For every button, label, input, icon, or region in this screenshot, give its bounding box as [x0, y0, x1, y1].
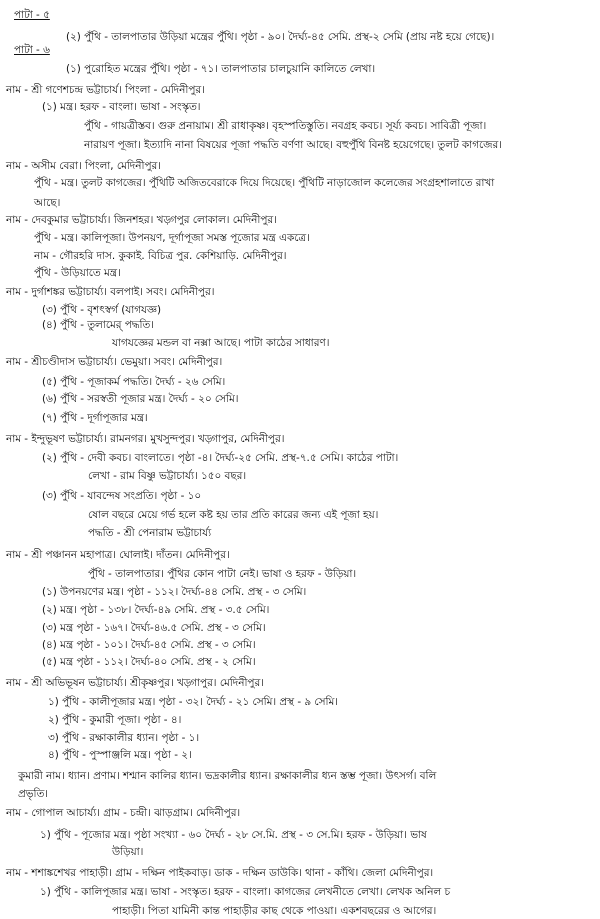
text-line: ৪) পুঁথি - পুস্পাঞ্জলি মন্ত্র। পৃষ্ঠা - ২।: [48, 749, 192, 761]
text-line: (৪) মন্ত্র পৃষ্ঠা - ১০১। দৈর্ঘ্য-৪৫ সেমি. প্রস্থ - ৩ সেমি।: [42, 639, 256, 651]
text-line: নাম - শশাঙ্কশেখর পাহাড়ী। গ্রাম - দক্ষিন পাইকবাড়। ডাক - দক্ষিন ডাউকি। থানা - কাঁথি। জেলা মেদিনীপুর।: [6, 867, 434, 879]
text-line: (৭) পুঁথি - দূর্গাপূজার মন্ত্র।: [42, 412, 148, 424]
text-line: আছে।: [34, 197, 61, 209]
text-line: (৫) পুঁথি - পূজাকর্ম পদ্ধতি। দৈর্ঘ্য - ২৬ সেমি।: [42, 376, 226, 388]
text-line: প্রভৃতি।: [18, 788, 48, 800]
text-line: পুঁথি - মন্ত্র। তুলট কাগজের। পুঁথিটি অজিতবেরাকে দিয়ে দিয়েছে। পুঁথিটি নাড়াজোল কলেজের সংগ্রহশালাতে রাখা: [34, 177, 495, 189]
text-line: নাম - শ্রী অভিভূষন ভট্টাচার্য্য। শ্রীকৃষ্ণপুর। খড়্গাপুর। মেদিনীপুর।: [6, 677, 264, 689]
text-line: ৩) পুঁথি - রক্ষাকালীর ধ্যান। পৃষ্ঠা - ১।: [48, 732, 200, 744]
text-line: লেখা - রাম বিষ্ণু ভট্টাচার্য্য। ১৫০ বছর।: [88, 470, 247, 482]
section-heading: পাটা - ৬: [14, 44, 50, 56]
text-line: (২) পুঁথি - দেবী কবচ। বাংলাতে। পৃষ্ঠা -৪। দৈর্ঘ্য-২৫ সেমি. প্রস্থ-৭.৫ সেমি। কাঠের পাটা।: [42, 452, 399, 464]
text-line: পাহাড়ী। পিতা যামিনী কান্ত পাহাড়ীর কাছ থেকে পাওয়া। একশবছরের ও আগের।: [112, 905, 437, 917]
text-line: নাম - গৌরহরি দাস. কুকাই. বিচিত্র পুর. কেশিয়াড়ি. মেদিনীপুর।: [34, 250, 287, 262]
text-line: ১) পুঁথি - কালীপূজার মন্ত্র। পৃষ্ঠা - ৩২। দৈর্ঘ্য - ২১ সেমি। প্রস্থ - ৯ সেমি।: [48, 696, 338, 708]
text-line: নাম - দুর্গাশঙ্কর ভট্টাচার্য্য। বলপাই। সবং। মেদিনীপুর।: [6, 286, 215, 298]
text-line: (১) মন্ত্র। হরফ - বাংলা। ভাষা - সংস্কৃত।: [42, 101, 201, 113]
text-line: (৫) মন্ত্র পৃষ্ঠা - ১১২। দৈর্ঘ্য-৪০ সেমি. প্রস্থ - ২ সেমি।: [42, 656, 256, 668]
text-line: নাম - শ্রী গণেশচন্দ্র ভট্টাচার্য। পিংলা - মেদিনীপুর।: [6, 84, 205, 96]
text-line: ১) পুঁথি - কালিপূজার মন্ত্র। ভাষা - সংস্কৃত। হরফ - বাংলা। কাগজের লেখনীতে লেখা। লেখক অনিল চ: [40, 886, 451, 898]
text-line: পুঁথি - উড়িয়াতে মন্ত্র।: [34, 267, 121, 279]
text-line: (১) পুরোহিত মন্ত্রের পুঁথি। পৃষ্ঠা - ৭১। তালপাতার চালচুয়ানি কালিতে লেখা।: [66, 63, 376, 75]
text-line: নাম - শ্রীচণ্ডীদাস ভট্টাচার্য্য। ভেমুয়া। সবং। মেদিনীপুর।: [6, 356, 223, 368]
text-line: (৩) পুঁথি - যাবন্দেষ সংপ্রতি। পৃষ্ঠা - ১০: [42, 490, 202, 502]
text-line: (১) উপনয়ণের মন্ত্র। পৃষ্ঠা - ১১২। দৈর্ঘ্য-৪৪ সেমি. প্রস্থ - ৩ সেমি।: [42, 586, 307, 598]
text-line: পদ্ধতি - শ্রী পেনারাম ভট্টাচার্য্য: [88, 527, 212, 539]
text-line: নারায়ণ পূজা। ইত্যাদি নানা বিষয়ের পূজা পদ্ধতি বর্ণণা আছে। বহুপুঁথি বিনষ্ট হয়েগেছে। তুলট কাগজের।: [84, 139, 502, 151]
text-line: (৪) পুঁথি - তুলামের্ পদ্ধতি।: [42, 319, 154, 331]
text-line: নাম - দেবকুমার ভট্টাচার্য্য। জিনশহর। খড়্গপুর লোকাল। মেদিনীপুর।: [6, 214, 277, 226]
text-line: পুঁথি - গায়ত্রীস্তব। গুরু প্রনায়াম। শ্রী রাধাকৃষ্ণ। বৃহস্পতিস্তুতি। নবগ্রহ কবচ। সূর্য্য কবচ। সাবিত্রী পূজা।: [84, 120, 487, 132]
text-line: যাগযজ্ঞের মন্ডল বা নক্সা আছে। পাটা কাঠের সাধারণ।: [112, 337, 330, 349]
text-line: (২) মন্ত্র। পৃষ্ঠা - ১৩৮। দৈর্ঘ্য-৪৯ সেমি. প্রস্থ - ৩.৫ সেমি।: [42, 604, 270, 616]
text-line: উড়িয়া।: [112, 846, 144, 858]
text-line: ষোল বছরে মেয়ে গর্ভ হলে কষ্ট হয় তার প্রতি কারের জন্য এই পূজা হয়।: [88, 509, 379, 521]
text-line: নাম - শ্রী পঞ্চানন মহাপাত্র। ঘোলাই। দাঁতন। মেদিনীপুর।: [6, 549, 230, 561]
text-line: পুঁথি - তালপাতার। পুঁথির কোন পাটা নেই। ভাষা ও হরফ - উড়িয়া।: [88, 568, 357, 580]
text-line: ২) পুঁথি - কুমারী পূজা। পৃষ্ঠা - ৪।: [48, 714, 182, 726]
text-line: কুমারী নাম। ধ্যান। প্রণাম। শশ্মান কালির ধ্যান। ভদ্রকালীর ধ্যান। রক্ষাকালীর ধ্যন স্তম্ভ পূজা। উৎসর্গ। বলি: [18, 770, 437, 782]
text-line: (৬) পুঁথি - সরস্বতী পূজার মন্ত্র। দৈর্ঘ্য - ২০ সেমি।: [42, 393, 239, 405]
text-line: নাম - গোপাল আচার্য্য। গ্রাম - চন্দ্রী। ঝাড়গ্রাম। মেদিনীপুর।: [6, 807, 241, 819]
text-line: ১) পুঁথি - পূজোর মন্ত্র। পৃষ্ঠা সংখ্যা - ৬০ দৈর্ঘ্য - ২৮ সে.মি. প্রস্থ - ৩ সে.মি। হরফ - উড়িয়া। ভাষ: [40, 829, 427, 841]
text-line: (২) পুঁথি - তালপাতার উড়িয়া মন্ত্রের পুঁথি। পৃষ্ঠা - ৯০। দৈর্ঘ্য-৪৫ সেমি. প্রস্থ-২ সেমি (প্রায় নষ্ট হয়ে গেছে)।: [66, 31, 495, 43]
text-line: পুঁথি - মন্ত্র। কালিপূজা। উপনয়ণ, দূর্গাপূজা সমস্ত পূজোর মন্ত্র একত্রে।: [34, 232, 310, 244]
text-line: (৩) মন্ত্র পৃষ্ঠা - ১৬৭। দৈর্ঘ্য-৪৬.৫ সেমি. প্রস্থ - ৩ সেমি।: [42, 622, 266, 634]
text-line: নাম - অসীম বেরা। পিংলা, মেদিনীপুর।: [6, 160, 161, 172]
text-line: নাম - ইন্দুভূষণ ভট্টাচার্য্য। রামনগর। মুখসুন্দপুর। খড়্গাপুর, মেদিনীপুর।: [6, 433, 285, 445]
text-line: (৩) পুঁথি - বৃশৎস্বর্গ (যাগযজ্ঞ): [42, 304, 162, 316]
section-heading: পাটা - ৫: [14, 9, 50, 21]
